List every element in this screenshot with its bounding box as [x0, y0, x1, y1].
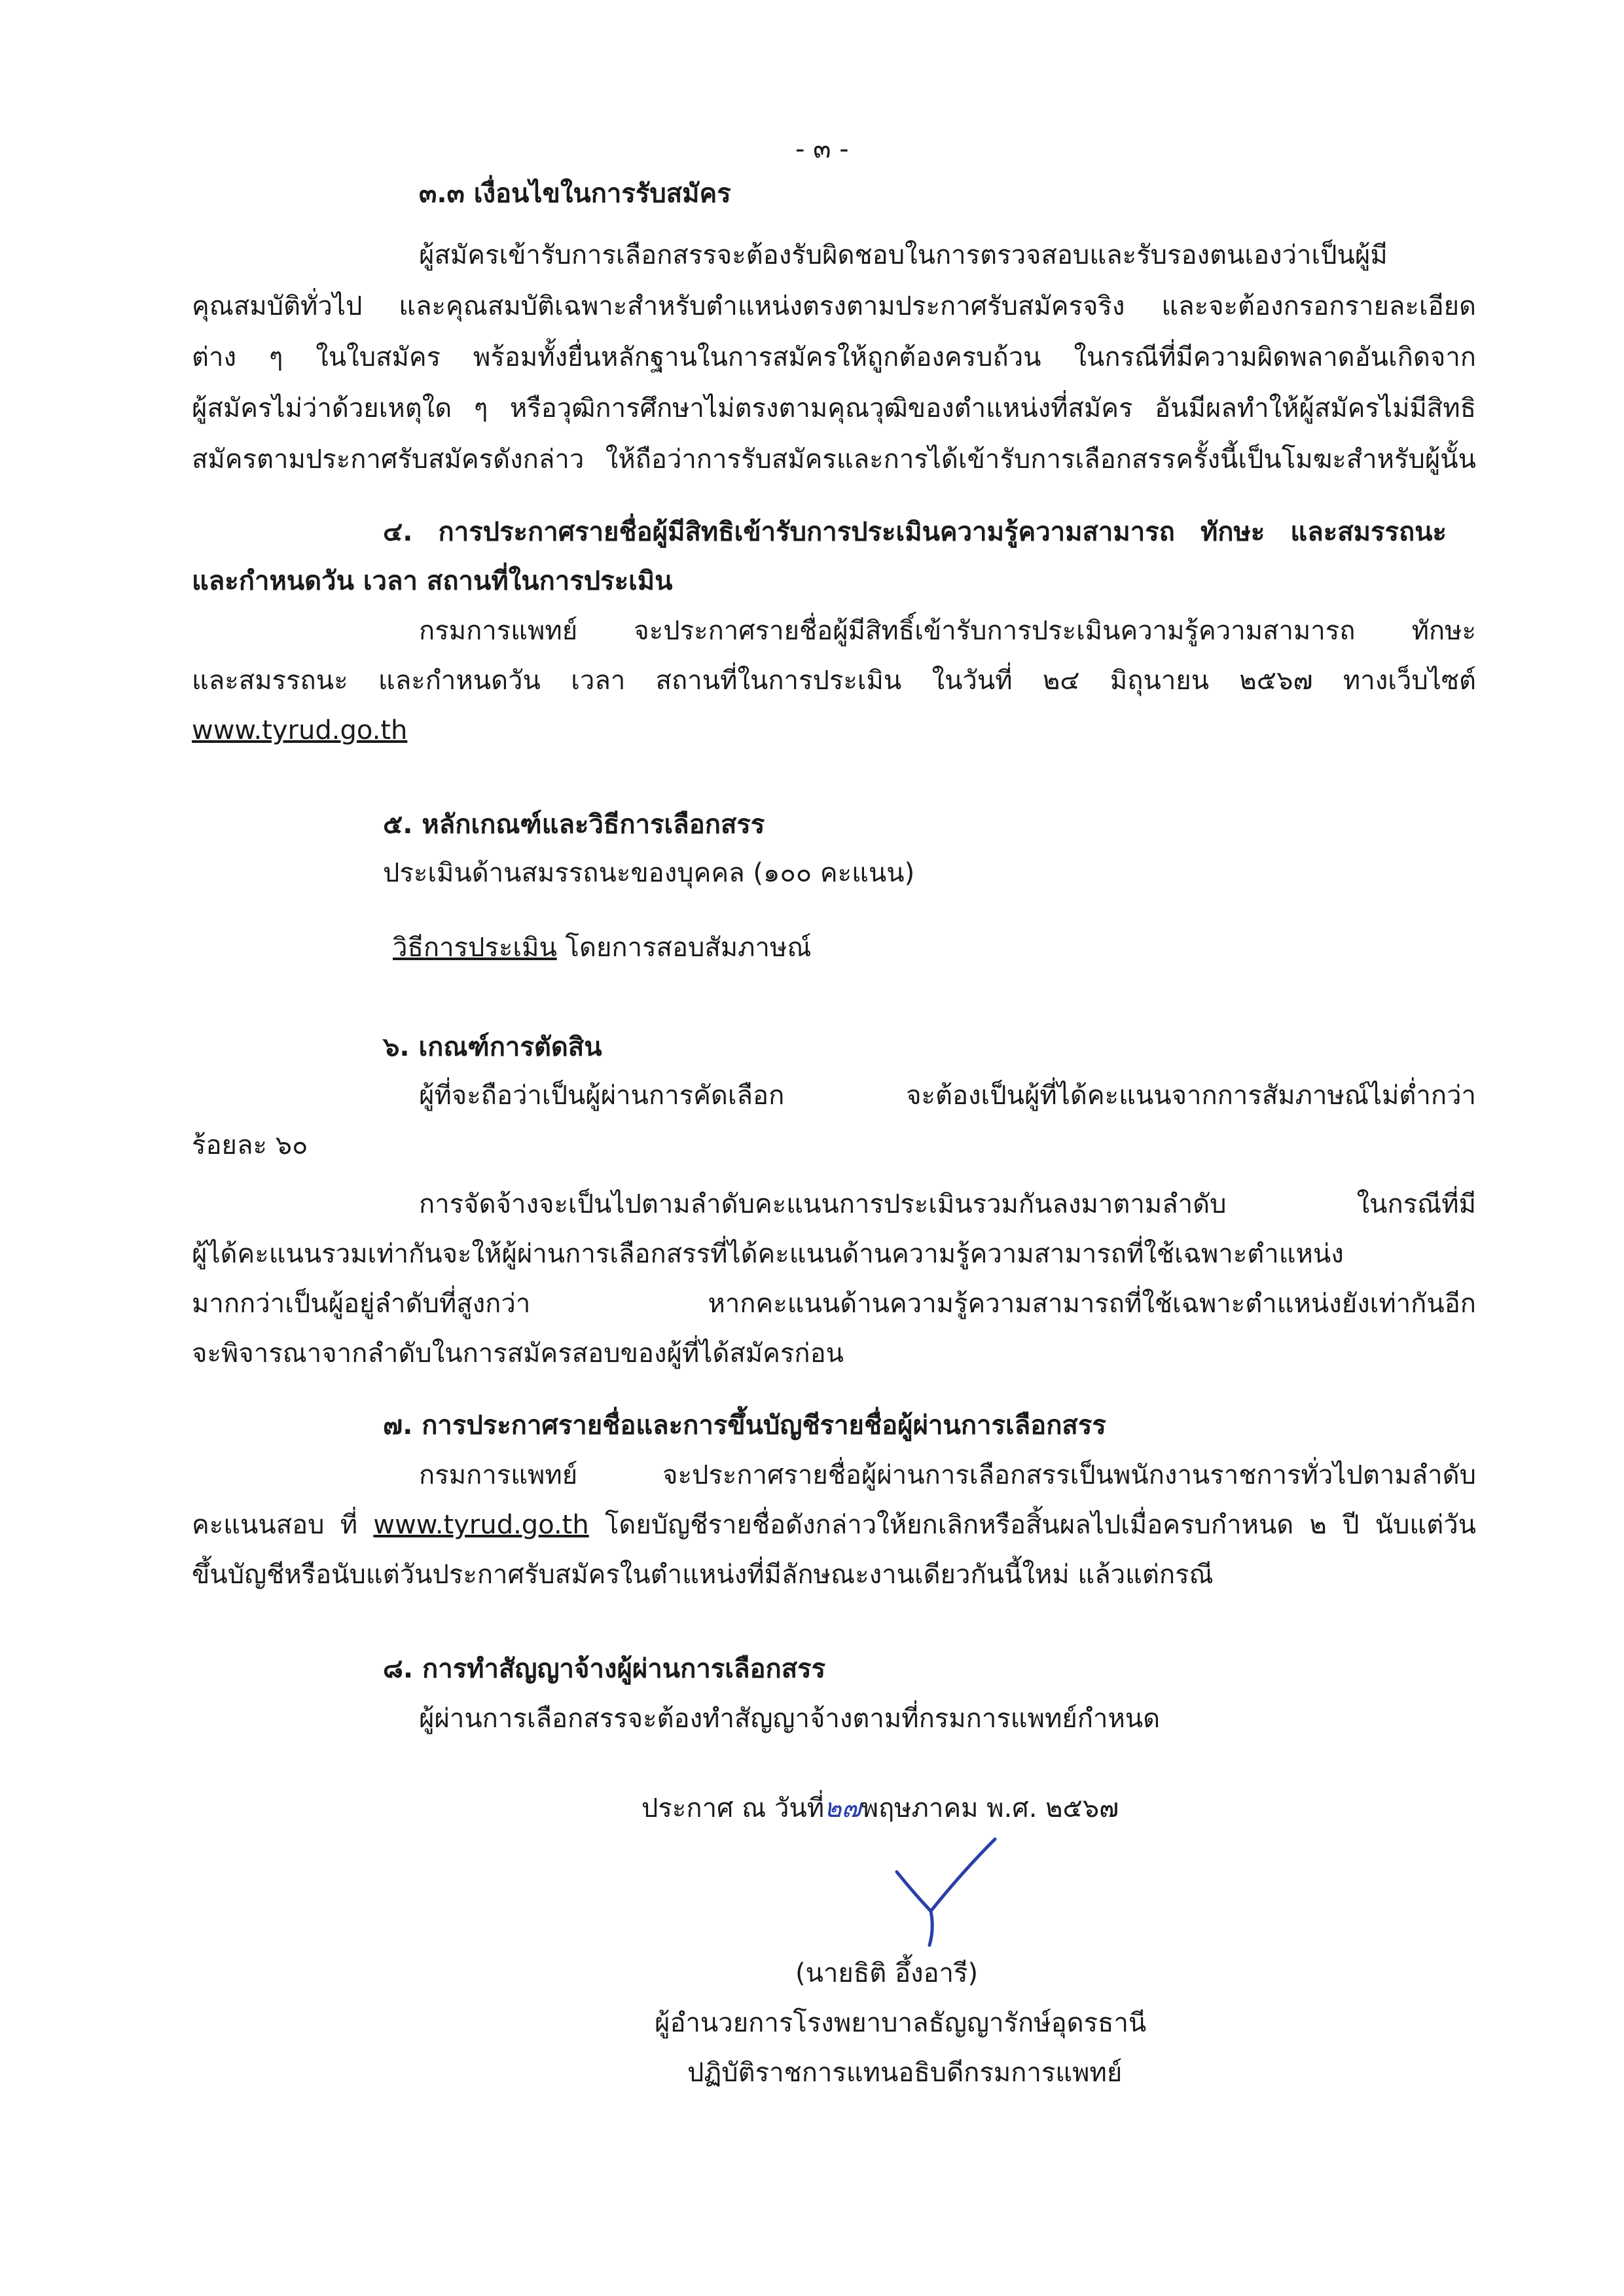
- section-3-3-line: ต่าง ๆ ในใบสมัคร พร้อมทั้งยื่นหลักฐานในการสมัครให้ถูกต้องครบถ้วน ในกรณีที่มีความผิดพลาดอันเกิดจาก: [192, 342, 1476, 372]
- section-3-3-line: คุณสมบัติทั่วไป และคุณสมบัติเฉพาะสำหรับตำแหน่งตรงตามประกาศรับสมัครจริง และจะต้องกรอกรายละเอียด: [192, 291, 1476, 321]
- section-4-heading-cont: และกำหนดวัน เวลา สถานที่ในการประเมิน: [192, 566, 673, 596]
- section-4-heading: ๔. การประกาศรายชื่อผู้มีสิทธิเข้ารับการประเมินความรู้ความสามารถ ทักษะ และสมรรถนะ: [383, 517, 1447, 547]
- section-8-heading: ๘. การทำสัญญาจ้างผู้ผ่านการเลือกสรร: [383, 1654, 826, 1684]
- section-7-line: [192, 1507, 1476, 1543]
- section-6-line: จะพิจารณาจากลำดับในการสมัครสอบของผู้ที่ได้สมัครก่อน: [192, 1338, 844, 1369]
- section-6-line: มากกว่าเป็นผู้อยู่ลำดับที่สูงกว่า หากคะแนนด้านความรู้ความสามารถที่ใช้เฉพาะตำแหน่งยังเท่ากันอีก: [192, 1289, 1476, 1319]
- section-6-line: การจัดจ้างจะเป็นไปตามลำดับคะแนนการประเมินรวมกันลงมาตามลำดับ ในกรณีที่มี: [419, 1189, 1476, 1219]
- section-5-heading: ๕. หลักเกณฑ์และวิธีการเลือกสรร: [383, 810, 765, 840]
- section-7-line: กรมการแพทย์ จะประกาศรายชื่อผู้ผ่านการเลือกสรรเป็นพนักงานราชการทั่วไปตามลำดับ: [419, 1460, 1476, 1490]
- section-7-suffix: โดยบัญชีรายชื่อดังกล่าวให้ยกเลิกหรือสิ้นผลไปเมื่อครบกำหนด ๒ ปี นับแต่วัน: [588, 1510, 1476, 1540]
- section-3-3-heading: ๓.๓ เงื่อนไขในการรับสมัคร: [419, 179, 731, 209]
- tyrud-website-link-2[interactable]: www.tyrud.go.th: [373, 1510, 589, 1540]
- section-6-heading: ๖. เกณฑ์การตัดสิน: [383, 1032, 602, 1062]
- section-4-line: กรมการแพทย์ จะประกาศรายชื่อผู้มีสิทธิ์เข้ารับการประเมินความรู้ความสามารถ ทักษะ: [419, 616, 1476, 646]
- section-3-3-line: ผู้สมัครเข้ารับการเลือกสรรจะต้องรับผิดชอบในการตรวจสอบและรับรองตนเองว่าเป็นผู้มี: [419, 240, 1388, 270]
- tyrud-website-link[interactable]: www.tyrud.go.th: [192, 715, 408, 745]
- section-6-line: ผู้ได้คะแนนรวมเท่ากันจะให้ผู้ผ่านการเลือกสรรที่ได้คะแนนด้านความรู้ความสามารถที่ใช้เฉพาะตำแหน่ง: [192, 1239, 1344, 1269]
- signatory-title: ผู้อำนวยการโรงพยาบาลธัญญารักษ์อุดรธานี: [655, 2008, 1147, 2038]
- signatory-name: (นายธิติ อึ้งอารี): [795, 1958, 979, 1988]
- section-4-line: และสมรรถนะ และกำหนดวัน เวลา สถานที่ในการประเมิน ในวันที่ ๒๔ มิถุนายน ๒๕๖๗ ทางเว็บไซต์: [192, 666, 1476, 696]
- section-3-3-line: สมัครตามประกาศรับสมัครดังกล่าว ให้ถือว่าการรับสมัครและการได้เข้ารับการเลือกสรรครั้งนี้เป็นโมฆะสำหรับผู้นั้น: [192, 444, 1476, 475]
- announce-prefix: ประกาศ ณ วันที่: [641, 1793, 825, 1823]
- page-number: - ๓ -: [795, 134, 849, 164]
- section-6-line: ผู้ที่จะถือว่าเป็นผู้ผ่านการคัดเลือก จะต้องเป็นผู้ที่ได้คะแนนจากการสัมภาษณ์ไม่ต่ำกว่า: [419, 1081, 1476, 1111]
- section-5-line: ประเมินด้านสมรรถนะของบุคคล (๑๐๐ คะแนน): [383, 858, 915, 888]
- signatory-title-acting: ปฏิบัติราชการแทนอธิบดีกรมการแพทย์: [687, 2058, 1123, 2088]
- section-5-method: [393, 929, 811, 966]
- section-8-line: ผู้ผ่านการเลือกสรรจะต้องทำสัญญาจ้างตามที่กรมการแพทย์กำหนด: [419, 1704, 1161, 1734]
- section-7-heading: ๗. การประกาศรายชื่อและการขึ้นบัญชีรายชื่อผู้ผ่านการเลือกสรร: [383, 1410, 1106, 1441]
- handwritten-day: ๒๗: [824, 1793, 861, 1823]
- section-7-line: ขึ้นบัญชีหรือนับแต่วันประกาศรับสมัครในตำแหน่งที่มีลักษณะงานเดียวกันนี้ใหม่ แล้วแต่กรณี: [192, 1560, 1214, 1590]
- announce-suffix: พฤษภาคม พ.ศ. ๒๕๖๗: [861, 1793, 1119, 1823]
- section-6-line: ร้อยละ ๖๐: [192, 1130, 308, 1160]
- section-3-3-line: ผู้สมัครไม่ว่าด้วยเหตุใด ๆ หรือวุฒิการศึกษาไม่ตรงตามคุณวุฒิของตำแหน่งที่สมัคร อันมีผลทำให้ผู้สมัครไม่มีสิทธิ: [192, 393, 1476, 423]
- method-text: โดยการสอบสัมภาษณ์: [556, 933, 812, 963]
- signature-mark: [871, 1826, 1015, 1950]
- method-label: วิธีการประเมิน: [393, 933, 557, 963]
- announcement-date: [641, 1790, 1119, 1827]
- section-7-prefix: คะแนนสอบ ที่: [192, 1510, 374, 1540]
